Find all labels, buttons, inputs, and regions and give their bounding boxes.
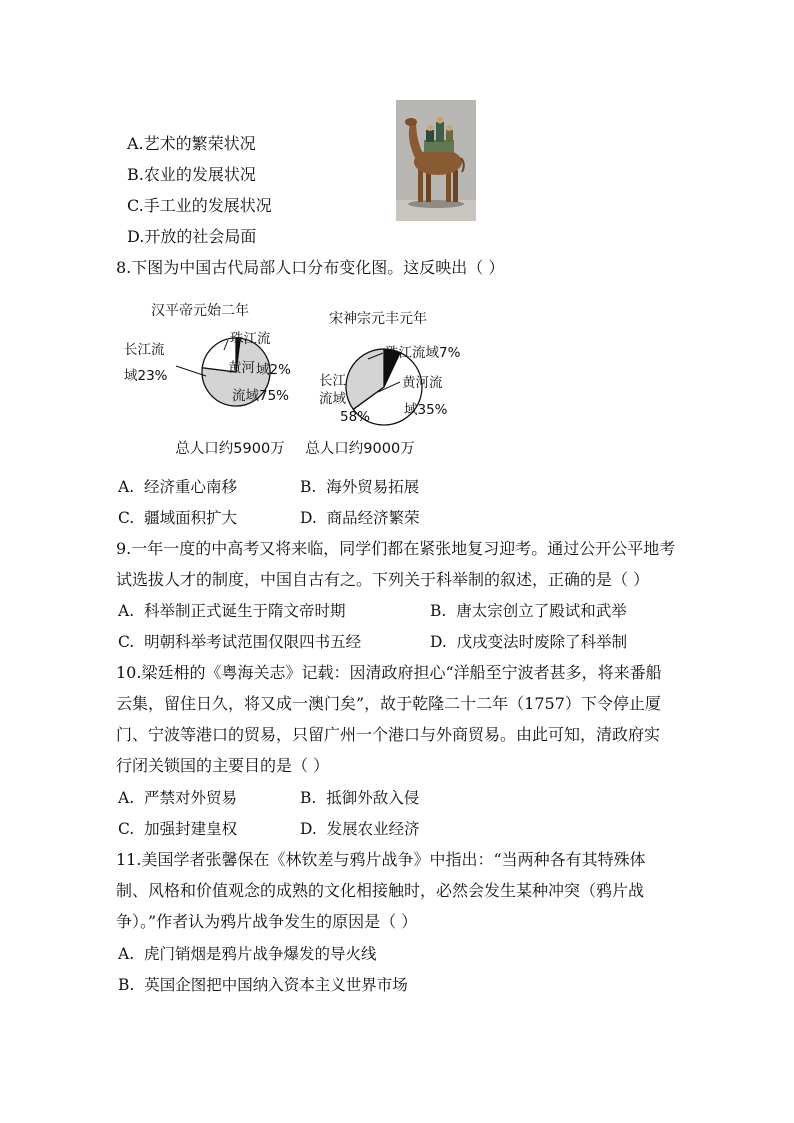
option-text: 疆域面积扩大 (144, 509, 238, 527)
q10-option-a (118, 788, 237, 808)
option-text: 唐太宗创立了殿试和武举 (456, 602, 627, 620)
q11-stem-line-3: 争）。”作者认为鸦片战争发生的原因是（ ） (116, 912, 418, 931)
option-text: 农业的发展状况 (143, 165, 256, 184)
option-text: 加强封建皇权 (144, 820, 238, 838)
option-text: 开放的社会局面 (144, 227, 257, 246)
pie-slice-label: 流域75% (232, 388, 290, 404)
option-label: B. (300, 478, 317, 496)
option-label: A. (118, 478, 135, 496)
camel-figurine-image (396, 100, 476, 221)
q7-option-a (127, 134, 256, 154)
option-label: C. (127, 196, 144, 215)
option-text: 英国企图把中国纳入资本主义世界市场 (144, 976, 408, 994)
option-label: D. (430, 633, 447, 651)
pie-slice-label: 58% (340, 409, 371, 425)
pie-caption: 总人口约9000万 (305, 441, 415, 457)
option-label: C. (118, 509, 135, 527)
pie-slice-label: 黄河 (228, 360, 255, 376)
option-label: A. (118, 945, 135, 963)
option-label: B. (127, 165, 144, 184)
pie-slice-label: 珠江流域7% (385, 345, 461, 361)
q11-stem-line-2: 制、风格和价值观念的成熟的文化相接触时，必然会发生某种冲突（鸦片战 (116, 881, 645, 900)
option-text: 发展农业经济 (326, 820, 420, 838)
q7-option-d (127, 227, 256, 247)
q7-option-c (127, 196, 272, 216)
option-text: 抵御外敌入侵 (326, 789, 420, 807)
option-label: D. (300, 820, 317, 838)
q10-stem-line-4: 行闭关锁国的主要目的是（ ） (116, 756, 330, 775)
option-text: 商品经济繁荣 (326, 509, 420, 527)
option-text: 戊戌变法时废除了科举制 (456, 633, 628, 651)
q9-option-a (118, 601, 346, 621)
q9-stem-line-1: 9.一年一度的中高考又将来临，同学们都在紧张地复习迎考。通过公开公平地考 (116, 539, 676, 558)
option-text: 明朝科举考试范围仅限四书五经 (144, 633, 362, 651)
q11-option-b (118, 975, 408, 995)
q10-option-b (300, 788, 419, 808)
option-text: 经济重心南移 (143, 478, 237, 496)
camel-figurine-photo (396, 100, 476, 221)
option-label: B. (118, 976, 135, 994)
q9-option-c (118, 632, 361, 652)
pie-slice-label: 长江 (319, 373, 346, 389)
option-label: B. (300, 789, 317, 807)
q11-stem-line-1: 11.美国学者张馨保在《林钦差与鸦片战争》中指出：“当两种各有其特殊体 (116, 850, 646, 869)
option-label: D. (300, 509, 317, 527)
option-label: A. (118, 602, 135, 620)
option-label: D. (127, 227, 145, 246)
option-label: A. (118, 789, 135, 807)
q8-option-a (118, 477, 237, 497)
pie-title: 宋神宗元丰元年 (329, 311, 427, 327)
pie-caption: 总人口约5900万 (175, 441, 285, 457)
population-pie-charts (110, 296, 490, 461)
pie-slice-label: 黄河流 (402, 375, 443, 391)
option-label: B. (430, 602, 447, 620)
pie-slice-label: 珠江流 (230, 331, 271, 347)
pie-title: 汉平帝元始二年 (151, 303, 249, 319)
q10-stem-line-3: 门、宁波等港口的贸易，只留广州一个港口与外商贸易。由此可知，清政府实 (116, 725, 661, 744)
pie-slice-label: 长江流 (124, 342, 165, 358)
option-text: 科举制正式诞生于隋文帝时期 (143, 602, 346, 620)
q8-option-c (118, 508, 237, 528)
q9-option-b (430, 601, 627, 621)
option-text: 海外贸易拓展 (326, 478, 420, 496)
q11-option-a (118, 944, 377, 964)
q7-option-b (127, 165, 256, 185)
option-text: 虎门销烟是鸦片战争爆发的导火线 (143, 945, 377, 963)
pie-slice-label: 域23% (124, 368, 168, 384)
option-text: 艺术的繁荣状况 (143, 134, 256, 153)
option-text: 手工业的发展状况 (143, 196, 272, 215)
pie-slice-label: 域35% (404, 402, 448, 418)
q10-stem-line-1: 10.梁廷枏的《粤海关志》记载：因清政府担心“洋船至宁波者甚多，将来番船 (116, 663, 662, 682)
q9-option-d (430, 632, 627, 652)
option-label: C. (118, 820, 135, 838)
option-text: 严禁对外贸易 (143, 789, 237, 807)
option-label: A. (127, 134, 144, 153)
q8-stem: 8.下图为中国古代局部人口分布变化图。这反映出（ ） (116, 258, 505, 277)
pie-slice-label: 流域 (319, 391, 346, 407)
q9-stem-line-2: 试选拔人才的制度，中国自古有之。下列关于科举制的叙述，正确的是（ ） (116, 570, 650, 589)
q10-option-d (300, 819, 420, 839)
pie-slice-label: 域2% (256, 362, 291, 378)
q8-option-d (300, 508, 420, 528)
option-label: C. (118, 633, 135, 651)
q10-option-c (118, 819, 237, 839)
q8-option-b (300, 477, 419, 497)
q10-stem-line-2: 云集，留住日久，将又成一澳门矣”，故于乾隆二十二年（1757）下令停止厦 (116, 694, 661, 713)
